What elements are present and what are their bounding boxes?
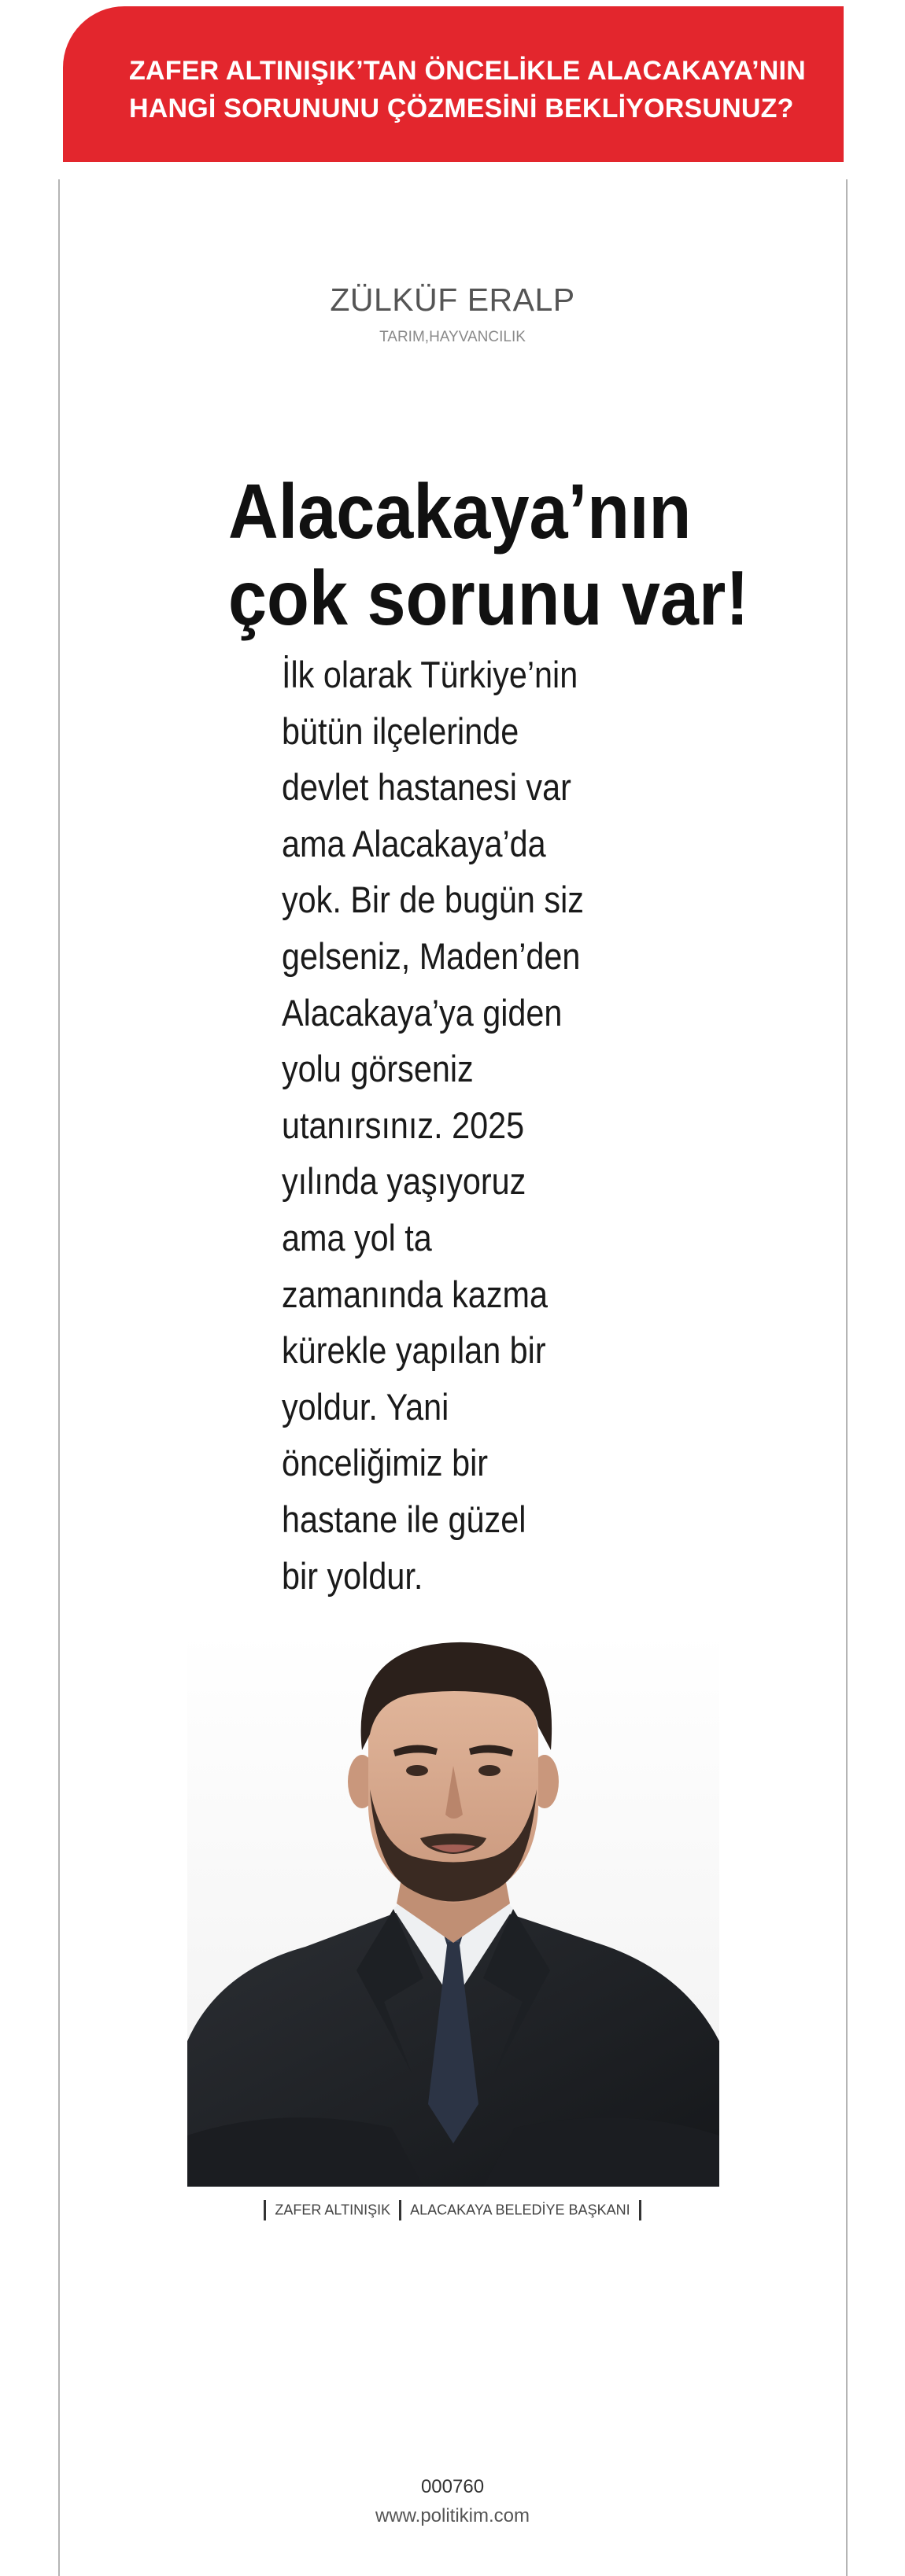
headline-line-2: çok sorunu var! [228,555,749,641]
author-name: ZÜLKÜF ERALP [330,282,575,318]
body-line: utanırsınız. 2025 [282,1104,525,1146]
footer-url[interactable]: www.politikim.com [375,2505,530,2526]
headline-line-1: Alacakaya’nın [228,468,692,555]
caption-name: ZAFER ALTINIŞIK [275,2202,391,2218]
body-line: İlk olarak Türkiye’nin [282,654,578,695]
banner-line-2: HANGİ SORUNUNU ÇÖZMESİNİ BEKLİYORSUNUZ? [129,94,794,123]
body-line: bir yoldur. [282,1554,423,1597]
body-line: önceliğimiz bir [282,1442,489,1484]
body-line: ama Alacakaya’da [282,822,546,864]
article-body [282,647,600,1604]
headline [228,468,749,641]
body-line: bütün ilçelerinde [282,709,519,752]
body-line: zamanında kazma [282,1273,548,1315]
body-line: yoldur. Yani [282,1385,449,1428]
body-line: ama yol ta [282,1216,432,1259]
portrait-photo [187,1632,719,2187]
footer-code: 000760 [420,2476,485,2497]
body-line: yok. Bir de bugün siz [282,879,584,921]
author-role: TARIM,HAYVANCILIK [379,329,526,345]
body-line: hastane ile güzel [282,1498,526,1540]
body-line: devlet hastanesi var [282,766,571,809]
body-line: Alacakaya’ya giden [282,991,563,1034]
body-line: kürekle yapılan bir [282,1329,546,1372]
body-line: yılında yaşıyoruz [282,1160,526,1203]
banner-line-1: ZAFER ALTINIŞIK’TAN ÖNCELİKLE ALACAKAYA’NIN [129,56,806,86]
body-line: yolu görseniz [282,1048,474,1090]
question-banner [63,6,844,162]
caption-divider [639,2200,641,2220]
caption-title: ALACAKAYA BELEDİYE BAŞKANI [410,2202,630,2218]
caption-divider [399,2200,401,2220]
caption-divider [264,2200,266,2220]
photo-caption [0,2200,905,2220]
body-line: gelseniz, Maden’den [282,934,581,977]
